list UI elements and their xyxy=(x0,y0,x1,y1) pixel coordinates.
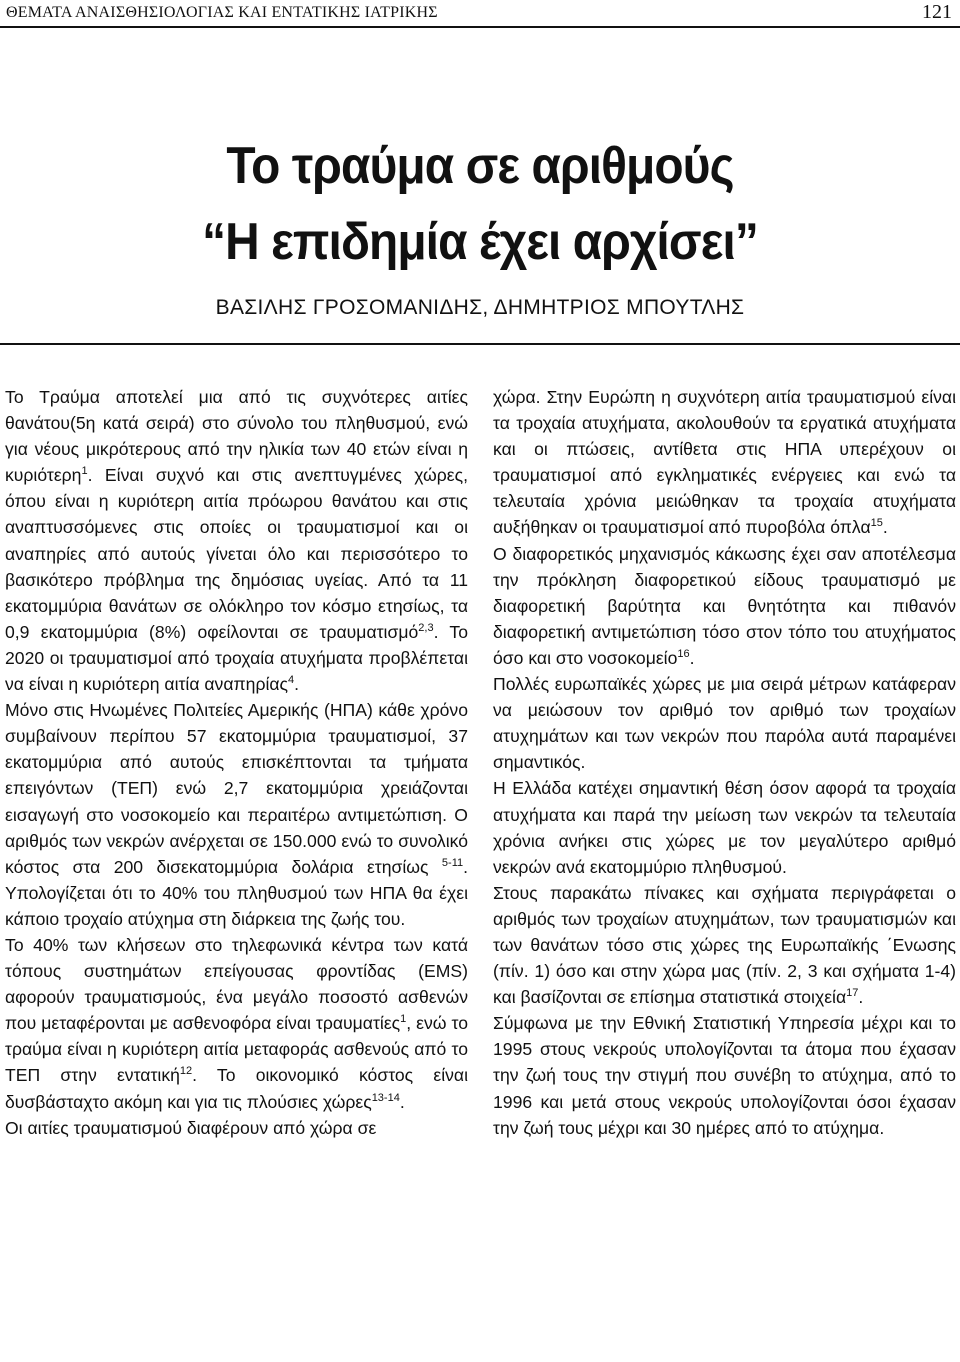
reference-marker: 1 xyxy=(81,465,88,478)
text: Πολλές ευρωπαϊκές χώρες με μια σειρά μέτρων κατάφεραν να μειώσουν τον αριθμό τον αριθμό των τροχαίων ατυχημάτων και των νεκρών που παρόλα αυτά παραμένει σημαντικός. xyxy=(493,674,956,773)
text: Το Τραύμα αποτελεί μια από τις συχνότερες αιτίες θανάτου(5η κατά σειρά) στο σύνολο του πληθυσμού, ενώ για νέους μικρότερους από την ηλικία των 40 ετών είναι η κυριότερη xyxy=(5,387,468,486)
page-number: 121 xyxy=(922,1,952,23)
paragraph xyxy=(493,775,956,879)
paragraph xyxy=(5,1115,468,1141)
paragraph xyxy=(493,384,956,541)
text: , ενώ το τραύμα είναι η κυριότερη αιτία μεταφοράς ασθενούς από το ΤΕΠ στην εντατική xyxy=(5,1013,468,1086)
paragraph xyxy=(5,384,468,697)
text: Ο διαφορετικός μηχανισμός κάκωσης έχει σαν αποτέλεσμα την πρόκληση διαφορετικού είδους τραυματισμό με διαφορετική βαρύτητα και θνητότητα και πιθανόν διαφορετική αντιμετώπιση τόσο στον τόπο του ατυχήματος όσο και στο νοσοκομείο xyxy=(493,543,956,668)
title-divider xyxy=(0,343,960,345)
running-header xyxy=(0,0,960,28)
paragraph xyxy=(493,880,956,1010)
text: Σύμφωνα με την Εθνική Στατιστική Υπηρεσία μέχρι και το 1995 στους νεκρούς υπολογίζονται τα άτομα που έχασαν την ζωή τους την στιγμή που συνέβη το ατύχημα, από το 1996 και μετά στους νεκρούς υπολογίζονται όσοι έχασαν την ζωή τους μέχρι και 30 ημέρες από το ατύχημα. xyxy=(493,1013,956,1138)
reference-marker: 4 xyxy=(288,674,295,687)
paragraph xyxy=(5,697,468,932)
paragraph xyxy=(493,671,956,775)
reference-marker: 17 xyxy=(846,987,859,1000)
text: Μόνο στις Ηνωμένες Πολιτείες Αμερικής (ΗΠΑ) κάθε χρόνο συμβαίνουν περίπου 57 εκατομμύρια τραυματισμοί, 37 εκατομμύρια από αυτούς επισκέπτονται τα τμήματα επειγόντων (ΤΕΠ) ενώ 2,7 εκατομμύρια χρειάζονται εισαγωγή στο νοσοκομείο και περαιτέρω αντιμετώπιση. Ο αριθμός των νεκρών ανέρχεται σε 150.000 ενώ το συνολικό κόστος στα 200 δισεκατομμύρια δολάρια ετησίως xyxy=(5,700,468,877)
left-column xyxy=(5,384,468,1141)
text: Οι αιτίες τραυματισμού διαφέρουν από χώρα σε xyxy=(5,1117,377,1138)
text: Στους παρακάτω πίνακες και σχήματα περιγράφεται ο αριθμός των τροχαίων ατυχημάτων, των τραυματισμών και των θανάτων τόσο στις χώρες της Ευρωπαϊκής ΄Ενωσης (πίν. 1) όσο και στην χώρα μας (πίν. 2, 3 και σχήματα 1-4) και βασίζονται σε επίσημα στατιστικά στοιχεία xyxy=(493,882,956,1008)
text: χώρα. Στην Ευρώπη η συχνότερη αιτία τραυματισμού είναι τα τροχαία ατυχήματα, ακολουθούν τα εργατικά ατυχήματα και οι πτώσεις, αντίθετα στις ΗΠΑ υπερέχουν οι τραυματισμοί από εγκληματικές ενέργειες και ενώ τα τελευταία χρόνια μειώθηκαν τα τροχαία ατυχήματα αυξήθηκαν οι τραυματισμοί από πυροβόλα όπλα xyxy=(493,387,956,538)
text: . Το 2020 οι τραυματισμοί από τροχαία ατυχήματα προβλέπεται να είναι η κυριότερη αιτία αναπηρίας xyxy=(5,621,468,695)
text: . xyxy=(858,987,864,1008)
text: Το 40% των κλήσεων στο τηλεφωνικά κέντρα των κατά τόπους συστημάτων επείγουσας φροντίδας (EMS) αφορούν τραυματισμούς, ένα μεγάλο ποσοστό ασθενών που μεταφέρονται με ασθενοφόρα είναι τραυματίες xyxy=(5,934,468,1034)
reference-marker: 5-11 xyxy=(441,856,464,869)
title-line-1: Το τραύμα σε αριθμούς xyxy=(226,137,734,195)
reference-marker: 15 xyxy=(870,517,883,530)
reference-marker: 12 xyxy=(179,1065,193,1078)
reference-marker: 13-14 xyxy=(371,1091,400,1104)
paragraph xyxy=(493,541,956,671)
text: Η Ελλάδα κατέχει σημαντική θέση όσον αφορά τα τροχαία ατυχήματα και παρά την μείωση των νεκρών τα τελευταία χρόνια ανήκει στις χώρες με τον μεγαλύτερο αριθμό νεκρών ανά εκατομμύριο πληθυσμού. xyxy=(493,778,956,877)
text: . xyxy=(882,517,888,538)
paragraph xyxy=(5,932,468,1115)
text: . Είναι συχνό και στις ανεπτυγμένες χώρες, όπου είναι η κυριότερη αιτία πρόωρου θανάτου και στις αναπτυσσόμενες στις οποίες οι τραυματισμοί και οι αναπηρίες από αυτούς γίνεται όλο και περισσότερο το βασικότερο πρόβλημα της δημόσιας υγείας. Από τα 11 εκατομμύρια θανάτων σε ολόκληρο τον κόσμο ετησίως, τα 0,9 εκατομμύρια (8%) οφείλονται σε τραυματισμό xyxy=(5,465,468,642)
right-column xyxy=(493,384,956,1141)
reference-marker: 16 xyxy=(677,648,690,661)
title-line-2: “Η επιδημία έχει αρχίσει” xyxy=(202,213,758,271)
paragraph xyxy=(493,1010,956,1140)
reference-marker: 2,3 xyxy=(418,621,434,634)
article-title xyxy=(0,128,960,280)
reference-marker: 1 xyxy=(400,1013,407,1026)
text: . xyxy=(294,674,300,695)
text: . Το οικονομικό κόστος είναι δυσβάσταχτο ακόμη και για τις πλούσιες χώρες xyxy=(5,1065,468,1112)
text: . Υπολογίζεται ότι το 40% του πληθυσμού των ΗΠΑ θα έχει κάποιο τροχαίο ατύχημα στη διάρκεια της ζωής του. xyxy=(5,856,469,929)
text: . xyxy=(399,1091,405,1112)
text: . xyxy=(689,647,695,668)
authors: ΒΑΣΙΛΗΣ ΓΡΟΣΟΜΑΝΙΔΗΣ, ΔΗΜΗΤΡΙΟΣ ΜΠΟΥΤΛΗΣ xyxy=(215,296,745,319)
journal-title: ΘΕΜΑΤΑ ΑΝΑΙΣΘΗΣΙΟΛΟΓΙΑΣ ΚΑΙ ΕΝΤΑΤΙΚΗΣ ΙΑΤΡΙΚΗΣ xyxy=(6,4,438,21)
